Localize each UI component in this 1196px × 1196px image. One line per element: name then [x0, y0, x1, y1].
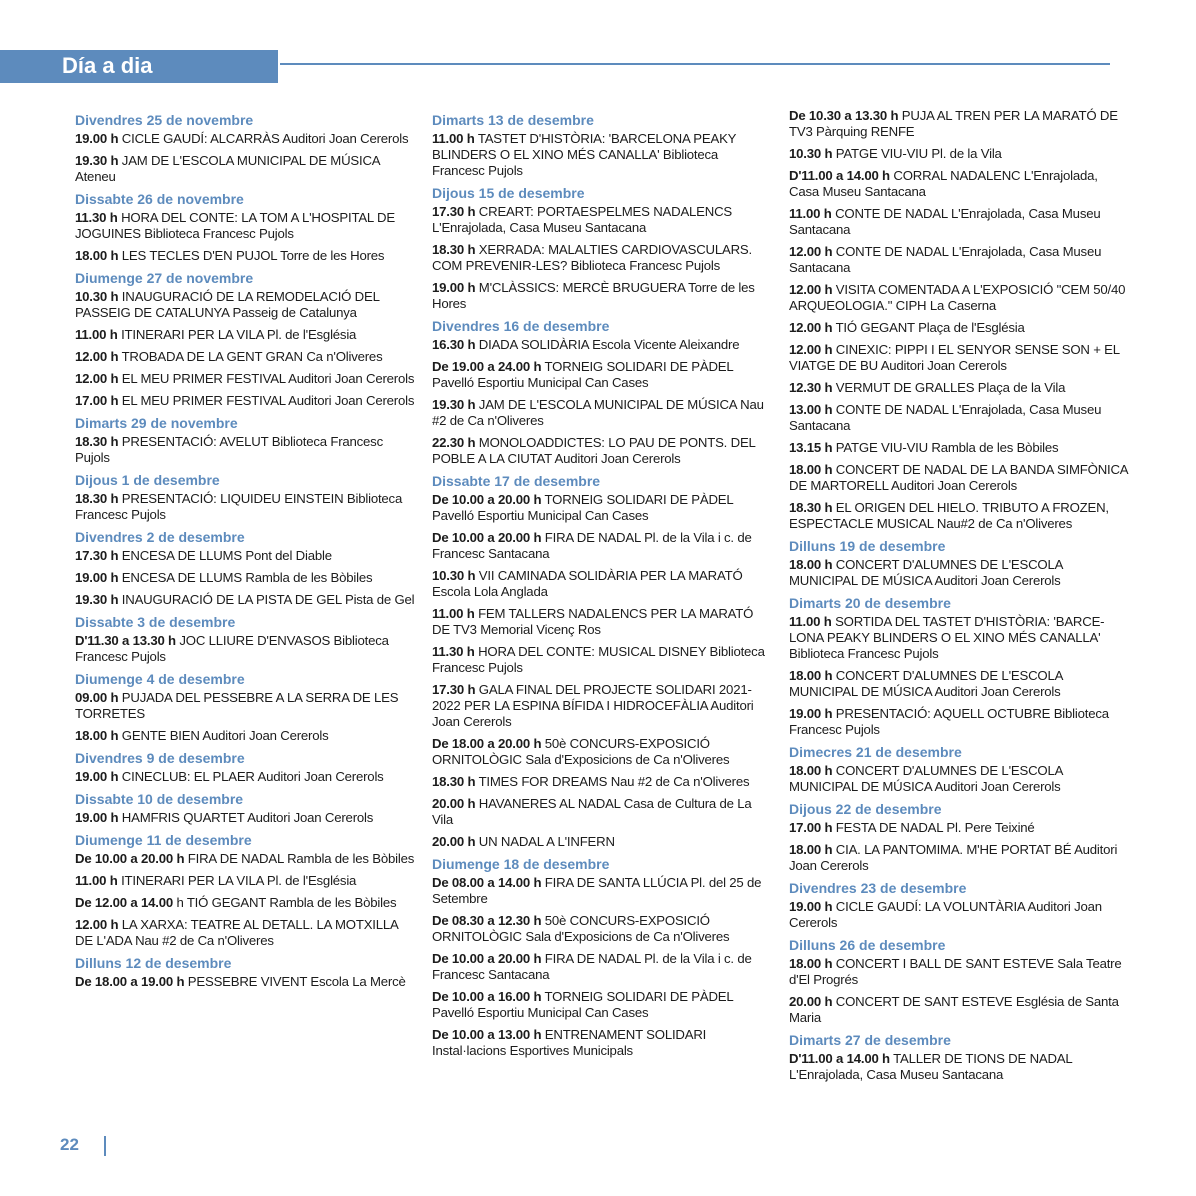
event-item	[789, 168, 1129, 200]
day-heading: Dimecres 21 de desembre	[789, 744, 962, 760]
day-heading: Dimarts 29 de novembre	[75, 415, 238, 431]
event-item	[432, 774, 772, 790]
event-description: ENCESA DE LLUMS Pont del Diable	[121, 548, 332, 563]
column-1	[75, 112, 415, 996]
event-item	[789, 899, 1129, 931]
event-item	[75, 974, 415, 990]
event-description: LES TECLES D'EN PUJOL Torre de les Hores	[121, 248, 385, 263]
event-description: CONCERT D'ALUMNES DE L'ESCOLA MUNICIPAL DE MÚSICA Auditori Joan Cererols	[789, 763, 1063, 794]
event-time: De 19.00 a 24.00 h	[432, 359, 542, 374]
event-time: 12.00 h	[75, 371, 119, 386]
event-time: 18.30 h	[789, 500, 833, 515]
event-time: 18.30 h	[75, 491, 119, 506]
event-description: VISITA COMENTADA A L'EXPOSICIÓ "CEM 50/40 ARQUEOLOGIA." CIPH La Caserna	[789, 282, 1126, 313]
event-description: DIADA SOLIDÀRIA Escola Vicente Aleixandre	[478, 337, 740, 352]
event-time: 11.00 h	[789, 206, 832, 221]
event-time: 12.00 h	[789, 320, 833, 335]
day-heading: Dissabte 26 de novembre	[75, 191, 244, 207]
event-time: 16.30 h	[432, 337, 476, 352]
event-item	[789, 146, 1129, 162]
event-description: CREART: PORTAESPELMES NADALENCS L'Enrajolada, Casa Museu Santacana	[432, 204, 733, 235]
event-description: INAUGURACIÓ DE LA PISTA DE GEL Pista de Gel	[121, 592, 415, 607]
event-item	[789, 342, 1129, 374]
page-title: Día a dia	[62, 53, 153, 78]
event-time: 22.30 h	[432, 435, 476, 450]
event-item	[432, 951, 772, 983]
event-time: 18.00 h	[789, 462, 833, 477]
day-heading: Dilluns 19 de desembre	[789, 538, 946, 554]
event-item	[75, 153, 415, 185]
day-heading: Divendres 2 de desembre	[75, 529, 245, 545]
event-item	[75, 769, 415, 785]
event-description: JAM DE L'ESCOLA MUNICIPAL DE MÚSICA Ateneu	[75, 153, 380, 184]
event-time: 18.30 h	[432, 774, 476, 789]
event-description: TALLER DE TIONS DE NADAL L'Enrajolada, Casa Museu Santacana	[789, 1051, 1073, 1082]
day-heading: Dissabte 17 de desembre	[432, 473, 601, 489]
event-item	[789, 557, 1129, 589]
event-description: VII CAMINADA SOLIDÀRIA PER LA MARATÓ Escola Lola Anglada	[432, 568, 743, 599]
event-item	[75, 434, 415, 466]
event-description: ITINERARI PER LA VILA Pl. de l'Església	[121, 327, 357, 342]
event-description: FIRA DE NADAL Pl. de la Vila i c. de Francesc Santacana	[432, 530, 752, 561]
event-item	[432, 530, 772, 562]
event-description: CINEXIC: PIPPI I EL SENYOR SENSE SON + EL VIATGE DE BU Auditori Joan Cererols	[789, 342, 1120, 373]
event-description: CONTE DE NADAL L'Enrajolada, Casa Museu Santacana	[789, 206, 1101, 237]
event-description: CICLE GAUDÍ: LA VOLUNTÀRIA Auditori Joan Cererols	[789, 899, 1102, 930]
event-description: ENTRENAMENT SOLIDARI Instal·lacions Esportives Municipals	[432, 1027, 707, 1058]
event-time: 18.30 h	[75, 434, 119, 449]
event-time: De 08.00 a 14.00 h	[432, 875, 542, 890]
event-item	[789, 763, 1129, 795]
event-time: De 08.30 a 12.30 h	[432, 913, 542, 928]
event-time: 17.30 h	[75, 548, 119, 563]
event-time: 17.00 h	[75, 393, 119, 408]
event-item	[75, 248, 415, 264]
event-item	[789, 820, 1129, 836]
event-description: TASTET D'HISTÒRIA: 'BARCELONA PEAKY BLINDERS O EL XINO MÉS CANALLA' Biblioteca Francesc Pujols	[432, 131, 737, 178]
event-description: PATGE VIU-VIU Rambla de les Bòbiles	[835, 440, 1059, 455]
event-item	[432, 492, 772, 524]
day-heading: Dimarts 13 de desembre	[432, 112, 594, 128]
event-item	[432, 989, 772, 1021]
column-3	[789, 108, 1129, 1089]
event-description: TIMES FOR DREAMS Nau #2 de Ca n'Oliveres	[478, 774, 750, 789]
event-description: CONCERT DE SANT ESTEVE Església de Santa Maria	[789, 994, 1119, 1025]
event-description: TORNEIG SOLIDARI DE PÀDEL Pavelló Esportiu Municipal Can Cases	[432, 989, 734, 1020]
event-item	[75, 210, 415, 242]
event-description: CINECLUB: EL PLAER Auditori Joan Cererols	[121, 769, 384, 784]
event-time: 11.00 h	[75, 873, 118, 888]
event-item	[75, 570, 415, 586]
day-heading: Dissabte 10 de desembre	[75, 791, 244, 807]
event-item	[432, 280, 772, 312]
event-item	[789, 462, 1129, 494]
event-time: De 10.00 a 16.00 h	[432, 989, 542, 1004]
event-description: HORA DEL CONTE: MUSICAL DISNEY Biblioteca Francesc Pujols	[432, 644, 765, 675]
event-item	[432, 1027, 772, 1059]
event-item	[75, 548, 415, 564]
event-item	[789, 440, 1129, 456]
event-item	[75, 690, 415, 722]
event-time: 18.00 h	[789, 763, 833, 778]
day-heading: Dilluns 12 de desembre	[75, 955, 232, 971]
event-description: CONCERT D'ALUMNES DE L'ESCOLA MUNICIPAL DE MÚSICA Auditori Joan Cererols	[789, 668, 1063, 699]
event-description: XERRADA: MALALTIES CARDIOVASCULARS. COM PREVENIR-LES? Biblioteca Francesc Pujols	[432, 242, 752, 273]
day-heading: Diumenge 4 de desembre	[75, 671, 245, 687]
event-item	[432, 606, 772, 638]
event-description: HAMFRIS QUARTET Auditori Joan Cererols	[121, 810, 374, 825]
event-description: TIÓ GEGANT Plaça de l'Església	[835, 320, 1025, 335]
event-item	[432, 644, 772, 676]
event-time: De 10.30 a 13.30 h	[789, 108, 899, 123]
event-item	[75, 289, 415, 321]
event-item	[789, 500, 1129, 532]
event-description: JAM DE L'ESCOLA MUNICIPAL DE MÚSICA Nau #2 de Ca n'Oliveres	[432, 397, 764, 428]
event-description: MONOLOADDICTES: LO PAU DE PONTS. DEL POBLE A LA CIUTAT Auditori Joan Cererols	[432, 435, 756, 466]
event-item	[75, 491, 415, 523]
event-item	[789, 706, 1129, 738]
event-time: 11.00 h	[75, 327, 118, 342]
event-item	[789, 282, 1129, 314]
event-description: PRESENTACIÓ: AQUELL OCTUBRE Biblioteca Francesc Pujols	[789, 706, 1109, 737]
day-heading: Dijous 22 de desembre	[789, 801, 942, 817]
event-time: 10.30 h	[75, 289, 119, 304]
event-time: 17.00 h	[789, 820, 833, 835]
event-time: 10.30 h	[789, 146, 833, 161]
event-time: 20.00 h	[432, 834, 476, 849]
event-description: 50è CONCURS-EXPOSICIÓ ORNITOLÒGIC Sala d'Exposicions de Ca n'Oliveres	[432, 913, 730, 944]
event-item	[432, 568, 772, 600]
event-item	[789, 614, 1129, 662]
event-time: 18.00 h	[75, 248, 119, 263]
event-item	[75, 633, 415, 665]
event-time: 17.30 h	[432, 682, 476, 697]
event-time: 18.00 h	[75, 728, 119, 743]
event-item	[75, 895, 415, 911]
event-item	[432, 435, 772, 467]
event-description: VERMUT DE GRALLES Plaça de la Vila	[835, 380, 1066, 395]
event-description: HAVANERES AL NADAL Casa de Cultura de La Vila	[432, 796, 752, 827]
event-time: 09.00 h	[75, 690, 119, 705]
event-item	[432, 359, 772, 391]
day-heading: Divendres 16 de desembre	[432, 318, 610, 334]
event-description: CIA. LA PANTOMIMA. M'HE PORTAT BÉ Auditori Joan Cererols	[789, 842, 1118, 873]
event-time: 19.00 h	[75, 570, 119, 585]
event-time: 18.30 h	[432, 242, 476, 257]
page-number-divider	[104, 1136, 106, 1156]
event-time: 19.00 h	[75, 769, 119, 784]
event-time: 17.30 h	[432, 204, 476, 219]
event-description: CONTE DE NADAL L'Enrajolada, Casa Museu Santacana	[789, 244, 1102, 275]
event-item	[75, 349, 415, 365]
event-item	[432, 337, 772, 353]
event-item	[75, 851, 415, 867]
event-description: ITINERARI PER LA VILA Pl. de l'Església	[121, 873, 357, 888]
event-description: h TIÓ GEGANT Rambla de les Bòbiles	[176, 895, 397, 910]
event-item	[789, 206, 1129, 238]
day-heading: Divendres 9 de desembre	[75, 750, 245, 766]
event-item	[789, 244, 1129, 276]
event-time: 19.30 h	[75, 592, 119, 607]
event-item	[75, 592, 415, 608]
event-time: 12.00 h	[789, 244, 833, 259]
day-heading: Divendres 25 de novembre	[75, 112, 254, 128]
event-description: UN NADAL A L'INFERN	[478, 834, 615, 849]
event-item	[75, 873, 415, 889]
event-item	[789, 994, 1129, 1026]
event-description: ENCESA DE LLUMS Rambla de les Bòbiles	[121, 570, 373, 585]
event-description: CONTE DE NADAL L'Enrajolada, Casa Museu Santacana	[789, 402, 1102, 433]
page-number: 22	[60, 1135, 79, 1154]
event-description: CONCERT DE NADAL DE LA BANDA SIMFÒNICA DE MARTORELL Auditori Joan Cererols	[789, 462, 1128, 493]
event-item	[432, 875, 772, 907]
event-time: De 10.00 a 20.00 h	[432, 951, 542, 966]
event-time: De 10.00 a 13.00 h	[432, 1027, 542, 1042]
event-time: 13.15 h	[789, 440, 833, 455]
event-description: TORNEIG SOLIDARI DE PÀDEL Pavelló Esportiu Municipal Can Cases	[432, 359, 734, 390]
event-item	[789, 380, 1129, 396]
event-time: 12.00 h	[789, 282, 833, 297]
event-item	[432, 204, 772, 236]
event-item	[789, 320, 1129, 336]
event-time: De 18.00 a 20.00 h	[432, 736, 542, 751]
event-item	[75, 131, 415, 147]
event-item	[789, 842, 1129, 874]
event-description: PUJA AL TREN PER LA MARATÓ DE TV3 Pàrquing RENFE	[789, 108, 1118, 139]
event-time: 11.00 h	[432, 606, 475, 621]
event-item	[75, 810, 415, 826]
event-time: 18.00 h	[789, 668, 833, 683]
event-description: FIRA DE NADAL Rambla de les Bòbiles	[187, 851, 415, 866]
event-description: EL MEU PRIMER FESTIVAL Auditori Joan Cererols	[121, 371, 415, 386]
event-description: GENTE BIEN Auditori Joan Cererols	[121, 728, 329, 743]
event-time: 12.00 h	[789, 342, 833, 357]
event-time: 18.00 h	[789, 842, 833, 857]
event-time: 12.00 h	[75, 349, 119, 364]
event-description: TORNEIG SOLIDARI DE PÀDEL Pavelló Esportiu Municipal Can Cases	[432, 492, 734, 523]
event-time: 11.00 h	[789, 614, 832, 629]
event-time: D'11.00 a 14.00 h	[789, 1051, 890, 1066]
day-heading: Divendres 23 de desembre	[789, 880, 967, 896]
event-item	[789, 402, 1129, 434]
event-item	[432, 913, 772, 945]
event-time: 12.00 h	[75, 917, 119, 932]
event-item	[432, 682, 772, 730]
event-description: PRESENTACIÓ: AVELUT Biblioteca Francesc Pujols	[75, 434, 383, 465]
event-time: De 10.00 a 20.00 h	[75, 851, 185, 866]
event-description: CONCERT I BALL DE SANT ESTEVE Sala Teatre d'El Progrés	[789, 956, 1122, 987]
event-time: D'11.30 a 13.30 h	[75, 633, 176, 648]
event-description: FESTA DE NADAL Pl. Pere Teixiné	[835, 820, 1035, 835]
event-description: PRESENTACIÓ: LIQUIDEU EINSTEIN Biblioteca Francesc Pujols	[75, 491, 403, 522]
event-item	[789, 108, 1129, 140]
event-time: 18.00 h	[789, 557, 833, 572]
event-time: 19.00 h	[75, 810, 119, 825]
event-description: FEM TALLERS NADALENCS PER LA MARATÓ DE TV3 Memorial Vicenç Ros	[432, 606, 754, 637]
event-time: De 10.00 a 20.00 h	[432, 492, 542, 507]
day-heading: Dilluns 26 de desembre	[789, 937, 946, 953]
event-time: 20.00 h	[789, 994, 833, 1009]
event-item	[75, 371, 415, 387]
event-item	[75, 728, 415, 744]
event-description: PUJADA DEL PESSEBRE A LA SERRA DE LES TORRETES	[75, 690, 399, 721]
day-heading: Diumenge 18 de desembre	[432, 856, 610, 872]
event-time: 13.00 h	[789, 402, 833, 417]
event-description: M'CLÀSSICS: MERCÈ BRUGUERA Torre de les Hores	[432, 280, 755, 311]
event-item	[432, 834, 772, 850]
event-description: INAUGURACIÓ DE LA REMODELACIÓ DEL PASSEIG DE CATALUNYA Passeig de Catalunya	[75, 289, 380, 320]
event-description: PESSEBRE VIVENT Escola La Mercè	[187, 974, 406, 989]
event-description: CORRAL NADALENC L'Enrajolada, Casa Museu Santacana	[789, 168, 1098, 199]
event-time: 11.30 h	[432, 644, 475, 659]
event-description: JOC LLIURE D'ENVASOS Biblioteca Francesc Pujols	[75, 633, 389, 664]
event-time: De 12.00 a 14.00	[75, 895, 173, 910]
event-item	[432, 397, 772, 429]
event-description: 50è CONCURS-EXPOSICIÓ ORNITOLÒGIC Sala d'Exposicions de Ca n'Oliveres	[432, 736, 730, 767]
event-time: 11.30 h	[75, 210, 118, 225]
event-time: De 10.00 a 20.00 h	[432, 530, 542, 545]
event-description: PATGE VIU-VIU Pl. de la Vila	[835, 146, 1002, 161]
event-time: 19.00 h	[789, 706, 833, 721]
column-2	[432, 112, 772, 1065]
header-rule	[280, 63, 1110, 65]
event-time: De 18.00 a 19.00 h	[75, 974, 185, 989]
event-description: FIRA DE SANTA LLÚCIA Pl. del 25 de Setembre	[432, 875, 762, 906]
event-description: EL MEU PRIMER FESTIVAL Auditori Joan Cererols	[121, 393, 415, 408]
event-item	[75, 917, 415, 949]
event-item	[789, 1051, 1129, 1083]
event-description: CONCERT D'ALUMNES DE L'ESCOLA MUNICIPAL DE MÚSICA Auditori Joan Cererols	[789, 557, 1063, 588]
event-description: GALA FINAL DEL PROJECTE SOLIDARI 2021-2022 PER LA ESPINA BÍFIDA I HIDROCEFÀLIA Auditori Joan Cererols	[432, 682, 754, 729]
event-description: EL ORIGEN DEL HIELO. TRIBUTO A FROZEN, ESPECTACLE MUSICAL Nau#2 de Ca n'Oliveres	[789, 500, 1109, 531]
day-heading: Dijous 1 de desembre	[75, 472, 220, 488]
event-time: 19.00 h	[432, 280, 476, 295]
event-time: D'11.00 a 14.00 h	[789, 168, 890, 183]
event-time: 10.30 h	[432, 568, 476, 583]
day-heading: Dimarts 20 de desembre	[789, 595, 951, 611]
event-time: 19.30 h	[432, 397, 476, 412]
day-heading: Dissabte 3 de desembre	[75, 614, 236, 630]
event-item	[432, 131, 772, 179]
day-heading: Dijous 15 de desembre	[432, 185, 585, 201]
event-time: 19.30 h	[75, 153, 119, 168]
event-time: 19.00 h	[789, 899, 833, 914]
event-time: 20.00 h	[432, 796, 476, 811]
day-heading: Diumenge 27 de novembre	[75, 270, 254, 286]
event-description: TROBADA DE LA GENT GRAN Ca n'Oliveres	[121, 349, 383, 364]
event-time: 19.00 h	[75, 131, 119, 146]
event-description: LA XARXA: TEATRE AL DETALL. LA MOTXILLA DE L'ADA Nau #2 de Ca n'Oliveres	[75, 917, 398, 948]
event-item	[432, 242, 772, 274]
event-description: HORA DEL CONTE: LA TOM A L'HOSPITAL DE JOGUINES Biblioteca Francesc Pujols	[75, 210, 395, 241]
day-heading: Dimarts 27 de desembre	[789, 1032, 951, 1048]
event-time: 12.30 h	[789, 380, 833, 395]
event-description: CICLE GAUDÍ: ALCARRÀS Auditori Joan Cererols	[121, 131, 409, 146]
event-item	[75, 327, 415, 343]
event-time: 18.00 h	[789, 956, 833, 971]
event-item	[75, 393, 415, 409]
event-item	[789, 668, 1129, 700]
event-item	[432, 796, 772, 828]
event-time: 11.00 h	[432, 131, 475, 146]
event-description: SORTIDA DEL TASTET D'HISTÒRIA: 'BARCE-LONA PEAKY BLINDERS O EL XINO MÉS CANALLA' Biblioteca Francesc Pujols	[789, 614, 1105, 661]
event-item	[432, 736, 772, 768]
day-heading: Diumenge 11 de desembre	[75, 832, 252, 848]
event-item	[789, 956, 1129, 988]
event-description: FIRA DE NADAL Pl. de la Vila i c. de Francesc Santacana	[432, 951, 752, 982]
